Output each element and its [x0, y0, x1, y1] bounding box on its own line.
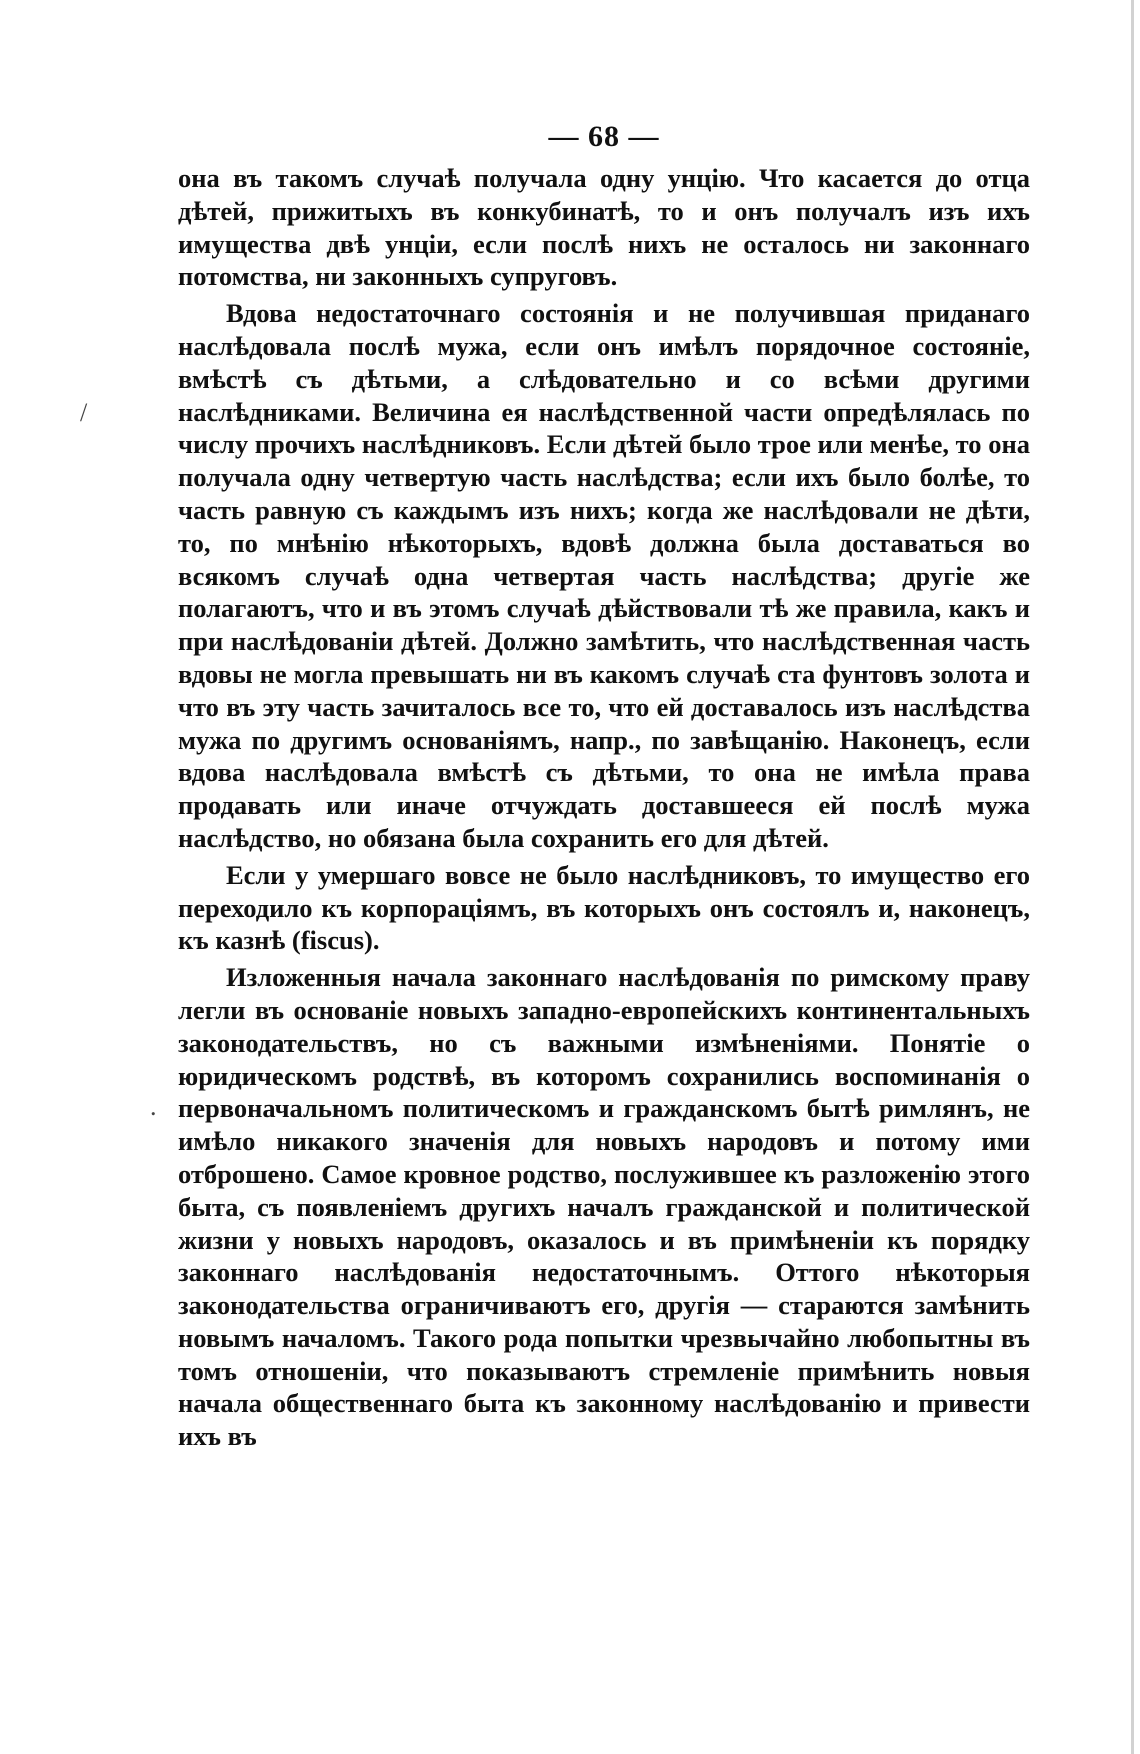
margin-mark-slash: / [80, 398, 88, 427]
page-edge-shadow [1131, 0, 1134, 1754]
page-number: — 68 — [548, 120, 660, 153]
paragraph-continued: она въ такомъ случаѣ получала одну унцію. Что касается до отца дѣтей, прижитыхъ въ конкубинатѣ, то и онъ получалъ изъ ихъ имущества двѣ унціи, если послѣ нихъ не осталось ни законнаго потомства, ни законныхъ супруговъ. [178, 163, 1030, 292]
paragraph-widow-inheritance: Вдова недостаточнаго состоянія и не получившая приданаго наслѣдовала послѣ мужа, если онъ имѣлъ порядочное состояніе, вмѣстѣ съ дѣтьми, а слѣдовательно и со всѣми другими наслѣдниками. Величина ея наслѣдственной части опредѣлялась по числу прочихъ наслѣдниковъ. Если дѣтей было трое или менѣе, то она получала одну четвертую часть наслѣдства; если ихъ было болѣе, то часть равную съ каждымъ изъ нихъ; когда же наслѣдовали не дѣти, то, по мнѣнію нѣкоторыхъ, вдовѣ должна была доставаться во всякомъ случаѣ одна четвертая часть наслѣдства; другіе же полагаютъ, что и въ этомъ случаѣ дѣйствовали тѣ же правила, какъ и при наслѣдованіи дѣтей. Должно замѣтить, что наслѣдственная часть вдовы не могла превышать ни въ какомъ случаѣ ста фунтовъ золота и что въ эту часть зачиталось все то, что ей доставалось изъ наслѣдства мужа по другимъ основаніямъ, напр., по завѣщанію. Наконецъ, если вдова наслѣдовала вмѣстѣ съ дѣтьми, то она не имѣла права продавать или иначе отчуждать доставшееся ей послѣ мужа наслѣдство, но обязана была сохранить его для дѣтей. [178, 298, 1030, 853]
paragraph-no-heirs: Если у умершаго вовсе не было наслѣдниковъ, то имущество его переходило къ корпораціямъ, въ которыхъ онъ состоялъ и, наконецъ, къ казнѣ (fiscus). [178, 859, 1030, 956]
margin-mark-dot: . [150, 1092, 157, 1121]
page-text-block [178, 120, 1030, 1457]
paragraph-modern-law: Изложенныя начала законнаго наслѣдованія по римскому праву легли въ основаніе новыхъ западно-европейскихъ континентальныхъ законодательствъ, но съ важными измѣненіями. Понятіе о юридическомъ родствѣ, въ которомъ сохранились воспоминанія о первоначальномъ политическомъ и гражданскомъ бытѣ римлянъ, не имѣло никакого значенія для новыхъ народовъ и потому ими отброшено. Самое кровное родство, послужившее къ разложенію этого быта, съ появленіемъ другихъ началъ гражданской и политической жизни у новыхъ народовъ, оказалось и въ примѣненіи къ порядку законнаго наслѣдованія недостаточнымъ. Оттого нѣкоторыя законодательства ограничиваютъ его, другія — стараются замѣнить новымъ началомъ. Такого рода попытки чрезвычайно любопытны въ томъ отношеніи, что показываютъ стремленіе примѣнить новыя начала общественнаго быта къ законному наслѣдованію и привести ихъ въ [178, 962, 1030, 1452]
